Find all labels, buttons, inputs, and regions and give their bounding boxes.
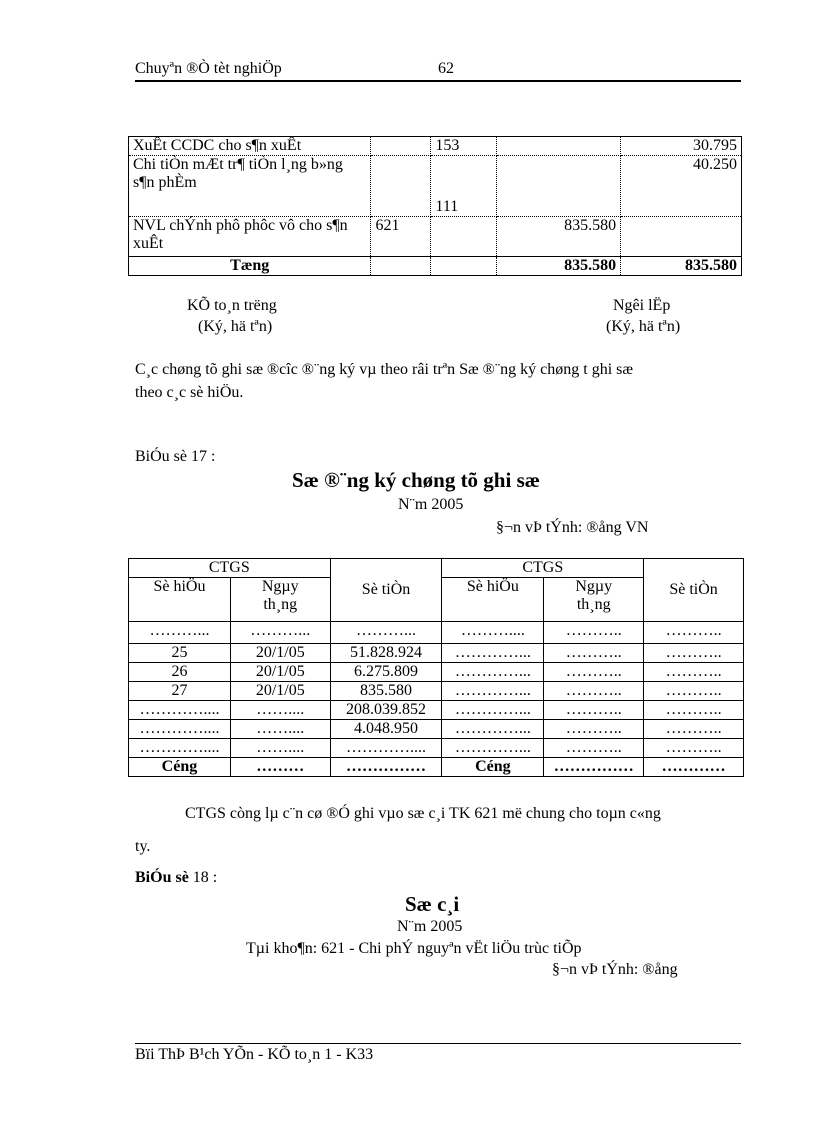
column-header-number: Sè hiÖu <box>129 578 231 622</box>
column-group-ctgs: CTGS <box>129 559 331 578</box>
form-unit: §¬n vÞ tÝnh: ®ång VN <box>496 519 649 536</box>
header-rule <box>135 80 741 82</box>
total-debit: 835.580 <box>497 257 621 276</box>
signature-right-sub: (Ký, hä tªn) <box>606 318 681 335</box>
column-header-number: Sè hiÖu <box>442 578 544 622</box>
signature-left-sub: (Ký, hä tªn) <box>198 318 273 335</box>
table-row: ………….... …….... ………….... …………... ……….. ……….. <box>129 739 744 758</box>
signature-right-title: Ngêi lËp <box>613 297 671 314</box>
column-header-date: Ngµy th¸ng <box>230 578 330 622</box>
form-title: Sæ ®¨ng ký chøng tõ ghi sæ <box>292 468 540 492</box>
paragraph-line: C¸c chøng tõ ghi sæ ®cîc ®¨ng ký vµ theo râi trªn Sæ ®¨ng ký chøng t ghi sæ <box>135 361 634 378</box>
form-label: BiÓu sè 18 : <box>135 869 218 886</box>
paragraph-line: CTGS còng lµ c¨n cø ®Ó ghi vµo sæ c¸i TK 621 më chung cho toµn c«ng <box>185 805 661 822</box>
ledger-table <box>128 136 742 276</box>
form-label: BiÓu sè 17 : <box>135 448 216 465</box>
total-label: Tæng <box>129 257 371 276</box>
table-row: ………... ………... ………... ……….... ……….. ……….. <box>129 622 744 644</box>
table-row: XuÊt CCDC cho s¶n xuÊt 153 30.795 <box>129 137 742 156</box>
form-year: N¨m 2005 <box>397 918 463 935</box>
column-header-date: Ngµy th¸ng <box>544 578 644 622</box>
table-row: ………….... …….... 4.048.950 …………... ……….. ……….. <box>129 720 744 739</box>
register-table <box>128 558 744 777</box>
form-account: Tµi kho¶n: 621 - Chi phÝ nguyªn vËt liÖu trùc tiÕp <box>246 940 582 957</box>
footer-rule <box>135 1043 741 1044</box>
column-header-amount: Sè tiÒn <box>330 559 442 622</box>
table-row: Chi tiÒn mÆt tr¶ tiÒn l¸ng b»ng s¶n phÈm 111 40.250 <box>129 156 742 217</box>
table-row: 27 20/1/05 835.580 …………... ……….. ……….. <box>129 682 744 701</box>
signature-left-title: KÕ to¸n trëng <box>187 297 277 314</box>
column-group-ctgs: CTGS <box>442 559 644 578</box>
total-row <box>129 257 742 276</box>
paragraph-line: ty. <box>135 838 151 855</box>
table-row: ………….... …….... 208.039.852 …………... ……….. ……….. <box>129 701 744 720</box>
table-header-row <box>129 559 744 578</box>
footer-text: Bïi ThÞ B¹ch YÕn - KÕ to¸n 1 - K33 <box>135 1046 374 1063</box>
total-credit: 835.580 <box>621 257 742 276</box>
column-header-amount: Sè tiÒn <box>644 559 744 622</box>
ledger-desc: Chi tiÒn mÆt tr¶ tiÒn l¸ng b»ng s¶n phÈm <box>129 156 371 217</box>
ledger-desc: NVL chÝnh phô phôc vô cho s¶n xuÊt <box>129 217 371 257</box>
form-unit: §¬n vÞ tÝnh: ®ång <box>552 961 678 978</box>
table-row: 25 20/1/05 51.828.924 …………... ……….. ……….. <box>129 644 744 663</box>
total-row: Céng ……… …………… Céng …………… ………… <box>129 758 744 777</box>
table-row: NVL chÝnh phô phôc vô cho s¶n xuÊt 621 835.580 <box>129 217 742 257</box>
header-title: Chuyªn ®Ò tèt nghiÖp <box>135 60 282 77</box>
form-title: Sæ c¸i <box>405 892 460 916</box>
paragraph-line: theo c¸c sè hiÖu. <box>135 384 244 401</box>
ledger-desc: XuÊt CCDC cho s¶n xuÊt <box>129 137 371 156</box>
page-number: 62 <box>438 60 454 77</box>
table-row: 26 20/1/05 6.275.809 …………... ……….. ……….. <box>129 663 744 682</box>
form-year: N¨m 2005 <box>398 496 464 513</box>
